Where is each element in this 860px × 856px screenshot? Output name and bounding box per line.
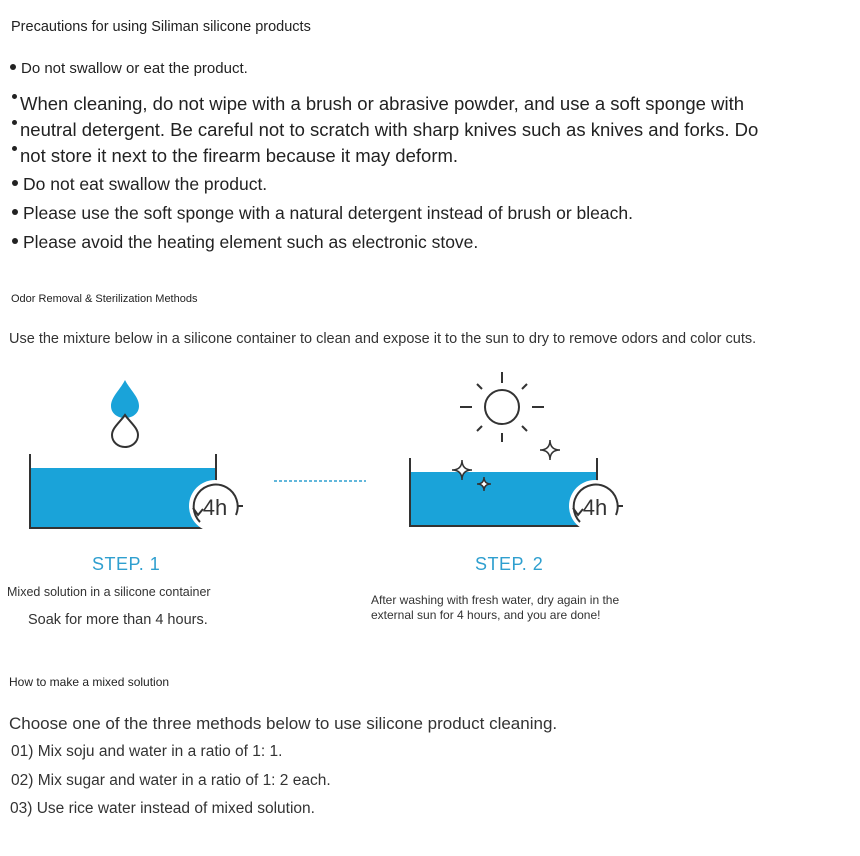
precaution-item: Do not swallow or eat the product. — [10, 60, 248, 77]
step1-caption: Mixed solution in a silicone container — [7, 585, 211, 599]
clock-4h-icon — [189, 480, 243, 532]
precaution-item: When cleaning, do not wipe with a brush or abrasive powder, and use a soft sponge with — [12, 93, 744, 115]
precaution-item: Please avoid the heating element such as electronic stove. — [12, 232, 478, 253]
step1-illustration — [0, 370, 260, 540]
precaution-item: Do not eat swallow the product. — [12, 174, 267, 195]
precaution-item: not store it next to the firearm because it may deform. — [12, 145, 458, 167]
precaution-item: neutral detergent. Be careful not to scratch with sharp knives such as knives and forks. Do — [12, 119, 758, 141]
step2-caption: After washing with fresh water, dry again in the external sun for 4 hours, and you are done! — [371, 593, 620, 622]
clock-label: 4h — [202, 495, 228, 520]
bullet-dot — [12, 238, 18, 244]
bullet-dot — [10, 64, 16, 70]
solution-method: 03) Use rice water instead of mixed solution. — [10, 800, 315, 817]
solution-heading: How to make a mixed solution — [9, 675, 170, 689]
solution-lead: Choose one of the three methods below to use silicone product cleaning. — [9, 714, 558, 733]
odor-heading: Odor Removal & Sterilization Methods — [11, 293, 198, 305]
step2-illustration — [400, 360, 640, 535]
precaution-item: Please use the soft sponge with a natural detergent instead of brush or bleach. — [12, 203, 633, 224]
water-drop-icon — [111, 380, 139, 447]
step1-label: STEP. 1 — [92, 554, 161, 574]
bullet-dot — [12, 120, 17, 125]
bullet-dot — [12, 209, 18, 215]
clock-4h-icon — [569, 480, 623, 532]
sun-icon — [460, 372, 544, 442]
solution-method: 02) Mix sugar and water in a ratio of 1: 2 each. — [11, 772, 331, 789]
bullet-dot — [12, 146, 17, 151]
step-connector — [270, 478, 370, 484]
bullet-dot — [12, 94, 17, 99]
step2-label: STEP. 2 — [475, 554, 544, 574]
odor-description: Use the mixture below in a silicone container to clean and expose it to the sun to dry to remove odors and color cuts. — [9, 331, 757, 347]
step1-caption: Soak for more than 4 hours. — [28, 612, 208, 628]
container — [30, 454, 216, 528]
solution-method: 01) Mix soju and water in a ratio of 1: 1. — [11, 743, 283, 760]
precautions-title: Precautions for using Siliman silicone products — [11, 19, 311, 35]
clock-label: 4h — [582, 495, 608, 520]
container — [410, 458, 597, 526]
bullet-dot — [12, 180, 18, 186]
